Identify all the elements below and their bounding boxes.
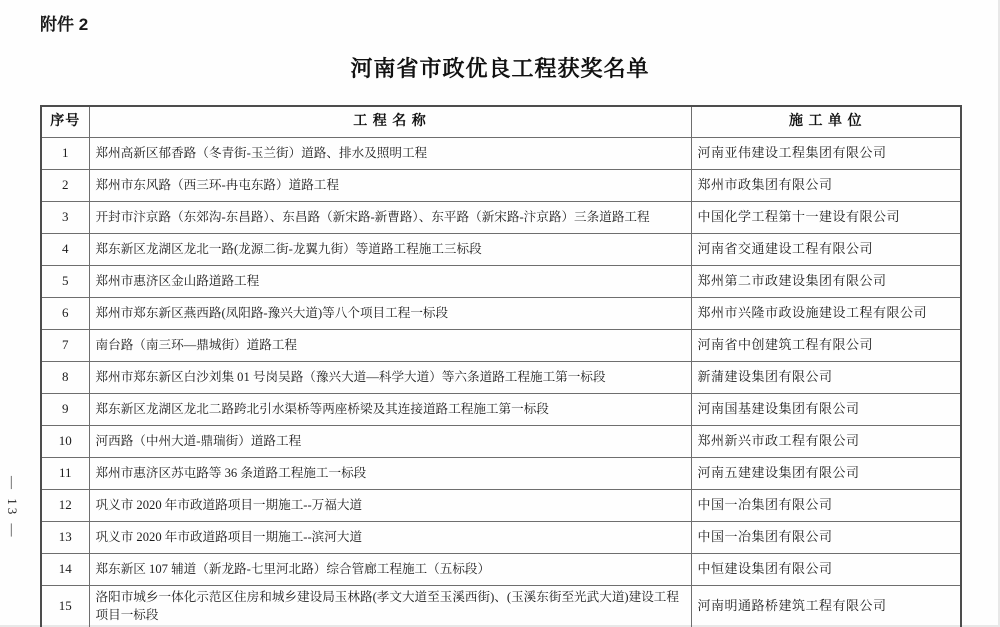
row-project: 巩义市 2020 年市政道路项目一期施工--滨河大道 — [89, 522, 691, 554]
table-row — [41, 554, 961, 586]
row-index: 6 — [41, 298, 89, 330]
table-row — [41, 298, 961, 330]
header-index: 序号 — [41, 106, 89, 138]
table-header-row — [41, 106, 961, 138]
row-index: 5 — [41, 266, 89, 298]
table-row — [41, 426, 961, 458]
award-table — [40, 105, 962, 627]
row-builder: 郑州市兴隆市政设施建设工程有限公司 — [691, 298, 961, 330]
row-index: 7 — [41, 330, 89, 362]
page-title: 河南省市政优良工程获奖名单 — [350, 56, 650, 81]
row-builder: 中国一冶集团有限公司 — [691, 522, 961, 554]
table-row — [41, 138, 961, 170]
row-builder: 中国化学工程第十一建设有限公司 — [691, 202, 961, 234]
row-project: 郑州市东风路（西三环-冉屯东路）道路工程 — [89, 170, 691, 202]
row-builder: 河南亚伟建设工程集团有限公司 — [691, 138, 961, 170]
row-builder: 河南国基建设集团有限公司 — [691, 394, 961, 426]
table-row — [41, 234, 961, 266]
row-project: 郑州市郑东新区白沙刘集 01 号岗吴路（豫兴大道—科学大道）等六条道路工程施工第一标段 — [89, 362, 691, 394]
row-project: 洛阳市城乡一体化示范区住房和城乡建设局玉林路(孝文大道至玉溪西街)、(玉溪东街至光武大道)建设工程项目一标段 — [89, 586, 691, 627]
row-builder: 郑州市政集团有限公司 — [691, 170, 961, 202]
row-builder: 新蒲建设集团有限公司 — [691, 362, 961, 394]
table-row — [41, 394, 961, 426]
row-index: 10 — [41, 426, 89, 458]
row-project: 郑州市惠济区金山路道路工程 — [89, 266, 691, 298]
row-builder: 河南省交通建设工程有限公司 — [691, 234, 961, 266]
row-builder: 中国一冶集团有限公司 — [691, 490, 961, 522]
row-index: 4 — [41, 234, 89, 266]
header-builder: 施 工 单 位 — [691, 106, 961, 138]
row-project: 郑州市惠济区苏屯路等 36 条道路工程施工一标段 — [89, 458, 691, 490]
row-builder: 中恒建设集团有限公司 — [691, 554, 961, 586]
row-index: 1 — [41, 138, 89, 170]
table-row — [41, 362, 961, 394]
table-row — [41, 266, 961, 298]
header-project: 工 程 名 称 — [89, 106, 691, 138]
row-builder: 河南明通路桥建筑工程有限公司 — [691, 586, 961, 627]
row-index: 12 — [41, 490, 89, 522]
row-project: 南台路（南三环—鼎城街）道路工程 — [89, 330, 691, 362]
row-index: 8 — [41, 362, 89, 394]
table-row — [41, 330, 961, 362]
row-index: 2 — [41, 170, 89, 202]
table-row — [41, 522, 961, 554]
table-row — [41, 170, 961, 202]
row-project: 开封市汴京路（东郊沟-东昌路）、东昌路（新宋路-新曹路）、东平路（新宋路-汴京路）三条道路工程 — [89, 202, 691, 234]
row-project: 郑州市郑东新区燕西路(凤阳路-豫兴大道)等八个项目工程一标段 — [89, 298, 691, 330]
row-builder: 郑州第二市政建设集团有限公司 — [691, 266, 961, 298]
row-index: 3 — [41, 202, 89, 234]
row-project: 郑东新区 107 辅道（新龙路-七里河北路）综合管廊工程施工（五标段） — [89, 554, 691, 586]
row-project: 巩义市 2020 年市政道路项目一期施工--万福大道 — [89, 490, 691, 522]
table-row — [41, 586, 961, 627]
row-builder: 郑州新兴市政工程有限公司 — [691, 426, 961, 458]
row-index: 13 — [41, 522, 89, 554]
table-row — [41, 490, 961, 522]
row-project: 河西路（中州大道-鼎瑞街）道路工程 — [89, 426, 691, 458]
table-row — [41, 202, 961, 234]
row-index: 14 — [41, 554, 89, 586]
page-number: — 13 — — [5, 476, 20, 540]
row-builder: 河南五建建设集团有限公司 — [691, 458, 961, 490]
row-project: 郑东新区龙湖区龙北一路(龙源二街-龙翼九街）等道路工程施工三标段 — [89, 234, 691, 266]
row-index: 9 — [41, 394, 89, 426]
row-project: 郑州高新区郁香路（冬青街-玉兰街）道路、排水及照明工程 — [89, 138, 691, 170]
row-index: 11 — [41, 458, 89, 490]
attachment-label: 附件 2 — [40, 15, 89, 34]
row-builder: 河南省中创建筑工程有限公司 — [691, 330, 961, 362]
row-index: 15 — [41, 586, 89, 627]
row-project: 郑东新区龙湖区龙北二路跨北引水渠桥等两座桥梁及其连接道路工程施工第一标段 — [89, 394, 691, 426]
table-row — [41, 458, 961, 490]
